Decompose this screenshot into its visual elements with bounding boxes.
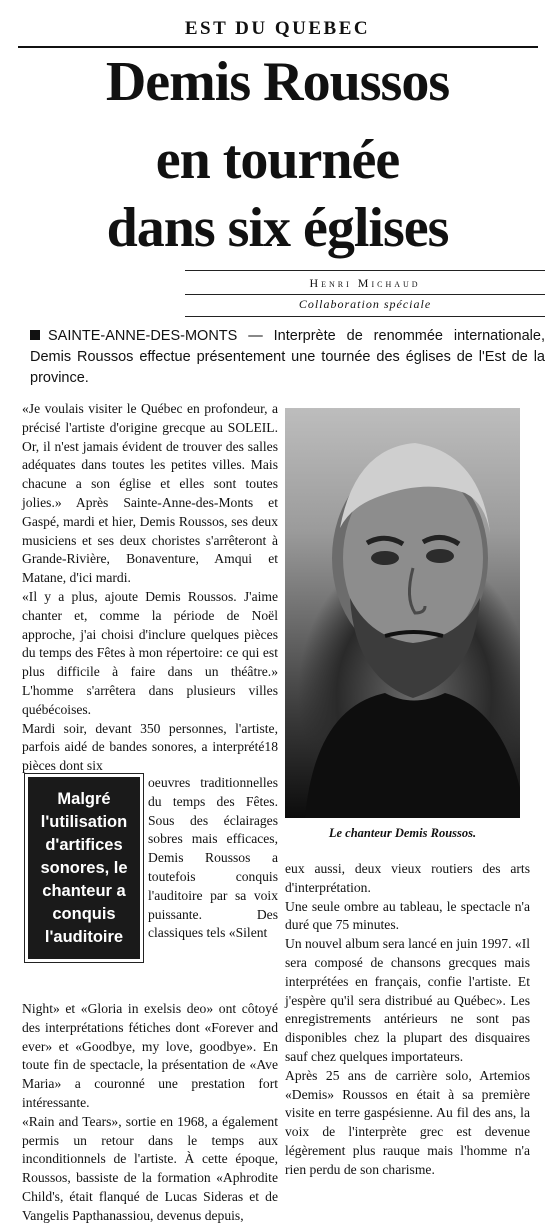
body-paragraph: Après 25 ans de carrière solo, Artemios «Demis» Roussos en était à sa première visite en terre gaspésienne. Au fil des ans, la voix de l'interprète grec est devenue légèrement plus rauque mais l'homme n'a rien perdu de son charisme. — [285, 1067, 530, 1177]
body-paragraph: Un nouvel album sera lancé en juin 1997. «Il sera composé de chansons grecques mais interprétées en français, confie l'artiste. Et j'espère qu'il sera distribué au Québec». Les enregistrements antérieurs ne sont pas disponibles chez la plupart des disquaires sauf chez quelques importateurs. — [285, 936, 530, 1064]
byline-rule-bottom — [185, 316, 545, 317]
body-column-right — [285, 860, 530, 1180]
body-paragraph: Une seule ombre au tableau, le spectacle n'a duré que 75 minutes. — [285, 898, 530, 933]
photo-caption: Le chanteur Demis Roussos. — [328, 826, 477, 840]
lead-paragraph — [30, 326, 545, 389]
body-paragraph: «Je voulais visiter le Québec en profondeur, a précisé l'artiste d'origine grecque au SOLEIL. Or, il n'est jamais évident de trouver des salles adéquates dans toutes les petites villes. Mais chacune a son église et elles sont toutes jolies.» Après Sainte-Anne-des-Monts et Gaspé, mardi et hier, Demis Roussos, ses deux musiciens et ses deux choristes s'arrêteront à Grande-Rivière, Bonaventure, Amqui et Matane, d'ici mardi. — [22, 401, 278, 586]
byline-role: Collaboration spéciale — [298, 297, 432, 311]
pullquote-text: Malgré l'utilisation d'artifices sonores, le chanteur a conquis l'auditoire — [40, 789, 128, 946]
headline-line-3: dans six églises — [106, 197, 449, 259]
pullquote — [28, 777, 140, 959]
byline-rule-mid — [185, 294, 545, 295]
body-paragraph: Night» et «Gloria in exelsis deo» ont côtoyé des interprétations fétiches dont «Forever and ever» et «Goodbye, my love, goodbye». En toute fin de spectacle, la présentation de «Ave Maria» a couronné une prestation fort intéressante. — [22, 1001, 278, 1110]
section-kicker: EST DU QUEBEC — [184, 18, 371, 39]
body-paragraph: eux aussi, deux vieux routiers des arts d'interprétation. — [285, 861, 530, 895]
body-column-left — [22, 400, 278, 776]
square-bullet-icon — [30, 330, 40, 340]
portrait-photo — [285, 408, 520, 818]
headline-line-2: en tournée — [155, 129, 400, 191]
byline-rule-top — [185, 270, 545, 271]
body-paragraph: Mardi soir, devant 350 personnes, l'artiste, parfois aidé de bandes sonores, a interprété18 pièces dont six — [22, 720, 278, 774]
kicker-rule — [18, 46, 538, 48]
portrait-illustration — [285, 408, 520, 818]
lead-text: SAINTE-ANNE-DES-MONTS — Interprète de renommée internationale, Demis Roussos effectue présentement une tournée des églises de l'Est de la province. — [30, 328, 545, 386]
body-column-mid — [148, 774, 278, 943]
body-column-bottom — [22, 1000, 278, 1226]
headline-line-1: Demis Roussos — [105, 51, 450, 113]
body-paragraph: oeuvres traditionnelles du temps des Fêtes. Sous des éclairages sobres mais efficaces, Demis Roussos a toutefois conquis l'auditoire par sa voix puissante. Des classiques tels «Silent — [148, 775, 278, 941]
byline-author: Henri Michaud — [309, 276, 421, 290]
body-paragraph: «Rain and Tears», sortie en 1968, a également permis un retour dans le temps aux inconditionnels de l'artiste. À cette époque, Roussos, bassiste de la formation «Aphrodite Child's, était flanqué de Lucas Sideras et de Vangelis Papthanassiou, devenus depuis, — [22, 1113, 278, 1223]
body-paragraph: «Il y a plus, ajoute Demis Roussos. J'aime chanter et, comme la période de Noël approche, j'ai choisi d'inclure quelques pièces du temps des Fêtes à mon répertoire: ce qui est plus difficile à faire dans un théâtre.» L'homme s'arrêtera dans plusieurs villes québécoises. — [22, 588, 278, 717]
